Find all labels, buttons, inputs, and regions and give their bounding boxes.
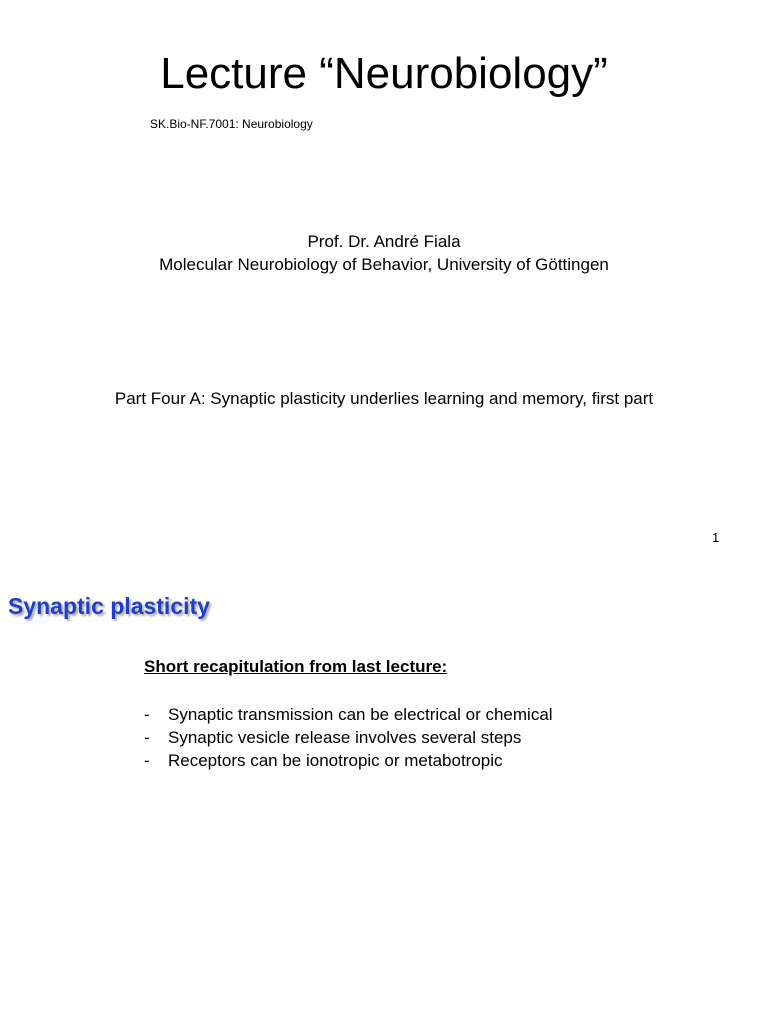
page-number: 1: [712, 530, 720, 545]
recap-bullet-list: [144, 703, 553, 772]
content-slide: [0, 512, 768, 1024]
recap-heading: Short recapitulation from last lecture:: [144, 657, 448, 676]
lecture-part: Part Four A: Synaptic plasticity underlies learning and memory, first part: [114, 389, 654, 408]
bullet-text: Receptors can be ionotropic or metabotropic: [168, 751, 503, 770]
bullet-text: Synaptic vesicle release involves several steps: [168, 728, 522, 747]
author-affiliation: Molecular Neurobiology of Behavior, University of Göttingen: [159, 255, 609, 274]
bullet-marker: -: [144, 751, 150, 770]
bullet-marker: -: [144, 705, 150, 724]
lecture-title: Lecture “Neurobiology”: [160, 49, 608, 98]
course-code: SK.Bio-NF.7001: Neurobiology: [150, 117, 313, 131]
list-item: [144, 726, 553, 749]
section-heading: Synaptic plasticity: [8, 593, 210, 619]
author-name: Prof. Dr. André Fiala: [307, 232, 461, 251]
bullet-text: Synaptic transmission can be electrical or chemical: [168, 705, 553, 724]
bullet-marker: -: [144, 728, 150, 747]
list-item: [144, 749, 553, 772]
list-item: [144, 703, 553, 726]
author-block: [0, 230, 768, 276]
